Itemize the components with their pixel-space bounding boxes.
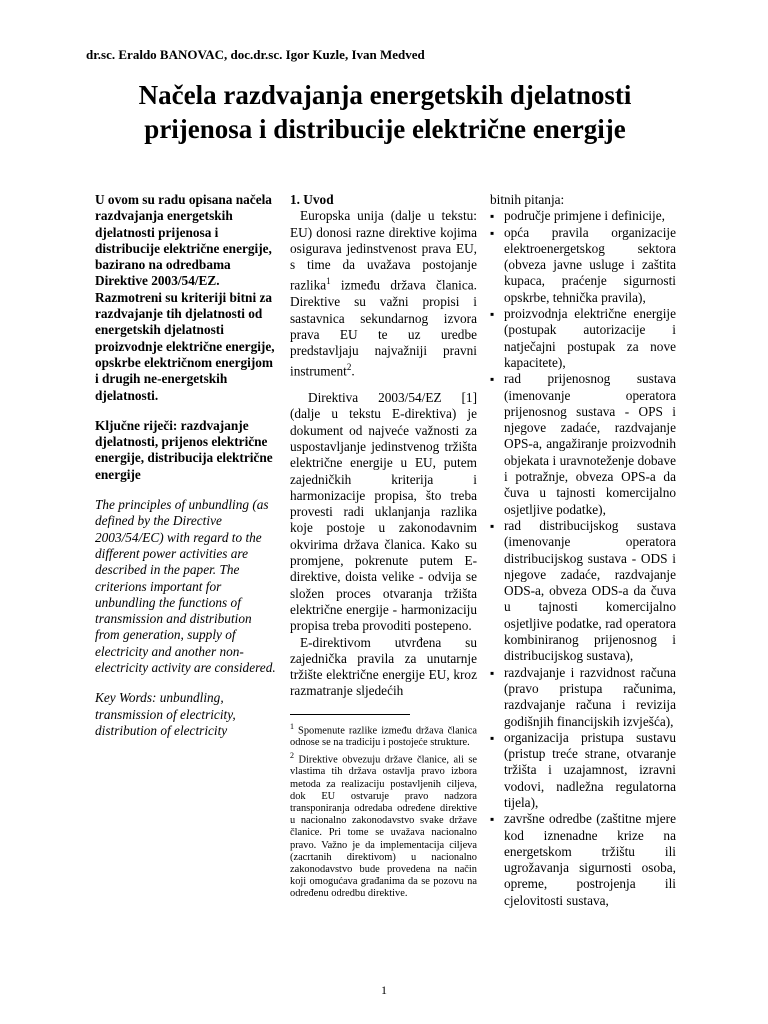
introduction-column	[290, 192, 477, 901]
list-item: ▪ područje primjene i definicije,	[490, 208, 676, 224]
paper-title-line-2: prijenosa i distribucije električne energije	[144, 114, 626, 144]
intro-paragraph-1-text-a: Europska unija (dalje u tekstu: EU) donosi razne direktive kojima osigurava jedinstvenost prava EU, s time da uvažava postojanje razlika	[290, 208, 477, 293]
footnote-1-text: Spomenute razlike između država članica odnose se na tradiciju i postojeće strukture.	[290, 725, 477, 749]
footnote-ref-2: 2	[346, 362, 352, 373]
list-intro: bitnih pitanja:	[490, 192, 565, 207]
intro-paragraph-3: E-direktivom utvrđena su zajednička pravila za unutarnje tržište električne energije EU, kroz razmatranje sljedećih	[290, 634, 477, 699]
page-number: 1	[381, 983, 387, 997]
abstract-column	[95, 192, 278, 739]
keywords-english: Key Words: unbundling, transmission of electricity, distribution of electricity	[95, 690, 236, 738]
footnote-1-number: 1	[290, 721, 294, 731]
paper-title-line-1: Načela razdvajanja energetskih djelatnosti	[138, 80, 632, 110]
intro-paragraph-1-text-c: .	[351, 363, 355, 379]
intro-paragraph-1-text-b: između država članica. Direktive su važni propisi i sastavnica sekundarnog izvora prava EU te uz uredbe predstavljaju najvažniji pravni instrument	[290, 277, 477, 379]
list-item: ▪ rad distribucijskog sustava (imenovanje operatora distribucijskog sustava - ODS i njegove zadaće, razdvajanje ODS-a, obveza ODS-a da čuva u tajnosti komercijalno osjetljive podatke, rad operatora kombiniranog prijenosnog i distribucijskog sustava),	[490, 518, 676, 665]
keywords-croatian: Ključne riječi: razdvajanje djelatnosti, prijenos električne energije, distribucija električne energije	[95, 417, 273, 482]
footnote-divider	[290, 714, 410, 715]
issues-column	[490, 192, 676, 909]
footnote-2-text: Direktive obvezuju države članice, ali se vlastima tih država ostavlja pravo izbora metoda za realizaciju postavljenih ciljeva, dok EU ostvaruje pravo nadzora transponiranja odredaba određene direktive u nacionalno zakonodavstvo svake države članice. Pri tome se uvažava nacionalno pravo. Važno je da implementacija ciljeva (zacrtanih direktivom) u nacionalno zakonodavstvo bude provedena na način koji omogućava građanima da se pozovu na određenu odredbu direktive.	[290, 754, 477, 900]
section-heading: 1. Uvod	[290, 192, 334, 207]
list-item: ▪ organizacija pristupa sustavu (pristup treće strane, otvaranje tržišta i uzajamnost, izravni vodovi, nadležna regulatorna tijela),	[490, 730, 676, 811]
intro-paragraph-2: Direktiva 2003/54/EZ [1] (dalje u tekstu E-direktiva) je dokument od najveće važnosti za uspostavljanje jedinstvenog tržišta električne energije u EU, putem zajedničkih kriterija i harmonizacije propisa, što treba provesti radi uklanjanja razlika koje postoje u zakonodavnim okvirima država članica. Kako su promjene, pokrenute putem E-direktive, doista velike - odvija se složen proces otvaranja tržišta električne energije - harmonizaciju propisa treba provoditi postepeno.	[290, 390, 477, 634]
list-item: ▪ razdvajanje i razvidnost računa (pravo pristupa računima, razdvajanje računa i revizija godišnjih financijskih izvješća),	[490, 665, 676, 730]
abstract-english: The principles of unbundling (as defined by the Directive 2003/54/EC) with regard to the different power activities are described in the paper. The criterions important for unbundling the functions of transmission and distribution from generation, supply of electricity and another non-electricity activity are considered.	[95, 497, 276, 676]
intro-paragraph-1	[290, 208, 477, 380]
authors-line: dr.sc. Eraldo BANOVAC, doc.dr.sc. Igor Kuzle, Ivan Medved	[86, 47, 425, 62]
footnote-2	[290, 750, 477, 901]
list-item: ▪ završne odredbe (zaštitne mjere kod iznenadne krize na energetskom tržištu ili ugrožavanja sigurnosti osoba, opreme, postrojenja ili cjelovitosti sustava,	[490, 811, 676, 909]
list-item: ▪ rad prijenosnog sustava (imenovanje operatora prijenosnog sustava - OPS i njegove zadaće, razdvajanje OPS-a, angažiranje proizvodnih objekata i uravnoteženje dobave i potražnje, obveza OPS-a da čuva u tajnosti komercijalno osjetljive podatke),	[490, 371, 676, 518]
list-item: ▪ opća pravila organizacije elektroenergetskog sektora (obveza javne usluge i zaštita kupaca, praćenje sigurnosti opskrbe, tehnička pravila),	[490, 225, 676, 306]
issues-list	[490, 208, 676, 909]
footnote-2-number: 2	[290, 750, 294, 760]
footnote-1	[290, 721, 477, 750]
footnote-ref-1: 1	[326, 276, 331, 287]
abstract-croatian: U ovom su radu opisana načela razdvajanja energetskih djelatnosti prijenosa i distribucije električne energije, bazirano na odredbama Direktive 2003/54/EZ. Razmotreni su kriteriji bitni za razdvajanje tih djelatnosti od energetskih djelatnosti proizvodnje električne energije, opskrbe električnom energijom i drugih ne-energetskih djelatnosti.	[95, 192, 275, 403]
list-item: ▪ proizvodnja električne energije (postupak autorizacije i natječajni postupak za nove kapacitete),	[490, 306, 676, 371]
paper-title	[40, 78, 730, 146]
